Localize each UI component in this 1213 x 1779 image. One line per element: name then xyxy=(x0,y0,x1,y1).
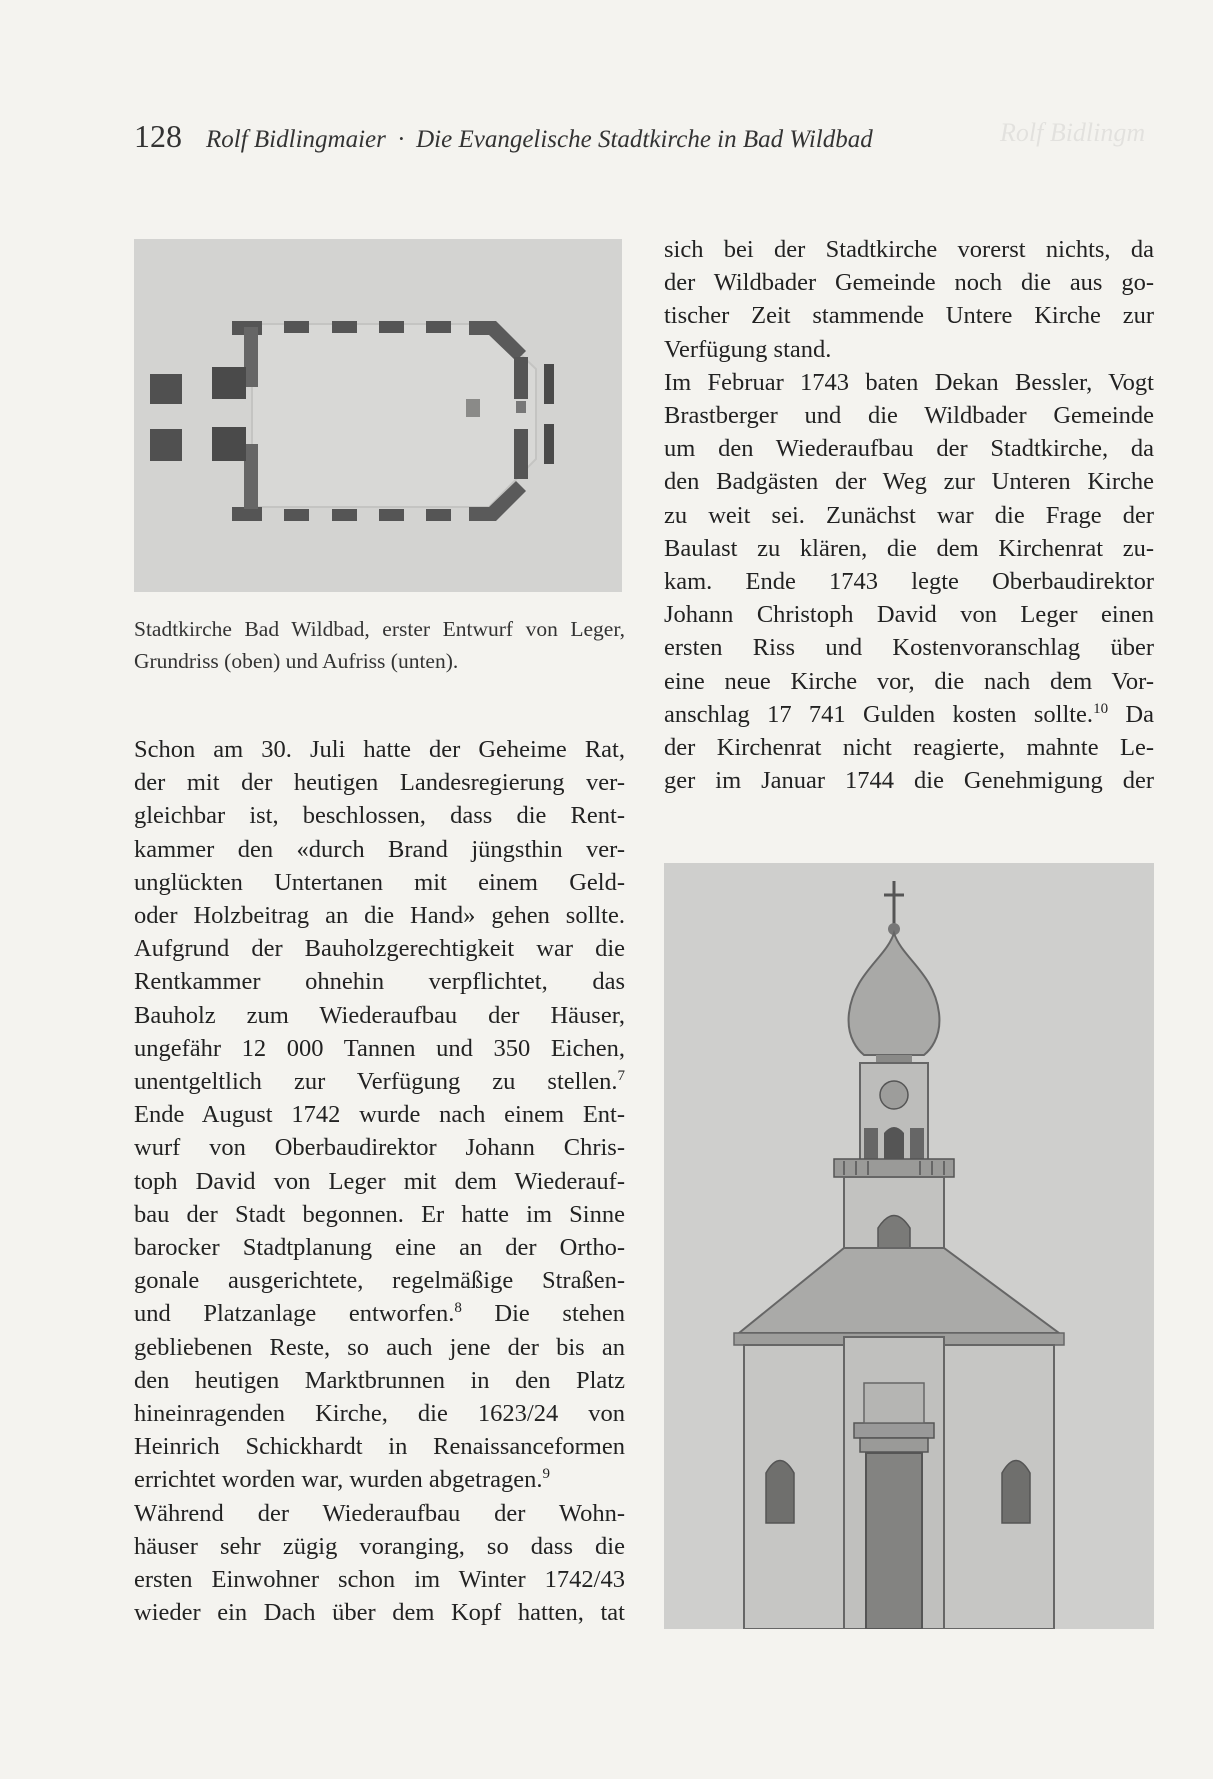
floor-plan-drawing xyxy=(134,239,622,592)
text-line: hineinragenden Kirche, die 1623/24 von xyxy=(134,1400,625,1428)
text-line: Heinrich Schickhardt in Renaissanceformen xyxy=(134,1433,625,1461)
page-number: 128 xyxy=(134,118,182,154)
text-line: tischer Zeit stammende Untere Kirche zur xyxy=(664,302,1154,330)
text-line: ersten Einwohner schon im Winter 1742/43 xyxy=(134,1566,625,1594)
text-line: barocker Stadtplanung eine an der Ortho- xyxy=(134,1234,625,1262)
text-line: Im Februar 1743 baten Dekan Bessler, Vogt xyxy=(664,368,1154,396)
text-line: den heutigen Marktbrunnen in den Platz xyxy=(134,1366,625,1394)
text-line: gebliebenen Reste, so auch jene der bis an xyxy=(134,1333,625,1361)
text-line: häuser sehr zügig voranging, so dass die xyxy=(134,1532,625,1560)
text-line: Rentkammer ohnehin verpflichtet, das xyxy=(134,968,625,996)
text-line: wieder ein Dach über dem Kopf hatten, tat xyxy=(134,1599,625,1627)
floor-plan-figure xyxy=(134,239,622,592)
church-elevation-drawing xyxy=(664,863,1154,1629)
text-line: Schon am 30. Juli hatte der Geheime Rat, xyxy=(134,736,625,763)
header-title: Die Evangelische Stadtkirche in Bad Wildbad xyxy=(416,126,873,153)
header-author: Rolf Bidlingmaier xyxy=(206,126,386,153)
footnote-8: 8 xyxy=(454,1300,462,1317)
text-line: eine neue Kirche vor, die nach dem Vor- xyxy=(664,667,1154,695)
text-line: sich bei der Stadtkirche vorerst nichts, da xyxy=(664,236,1154,263)
left-text-column xyxy=(134,733,625,1629)
text-segment: und Platzanlage entworfen. xyxy=(134,1300,455,1328)
text-line xyxy=(134,1065,625,1098)
text-line: Während der Wiederaufbau der Wohn- xyxy=(134,1499,625,1527)
text-line: Bauholz zum Wiederaufbau der Häuser, xyxy=(134,1001,625,1029)
text-line: wurf von Oberbaudirektor Johann Chris- xyxy=(134,1134,625,1162)
text-line: kammer den «durch Brand jüngsthin ver- xyxy=(134,835,625,863)
footnote-10: 10 xyxy=(1093,700,1109,717)
text-line: ger im Januar 1744 die Genehmigung der xyxy=(664,767,1154,795)
footnote-9: 9 xyxy=(542,1466,551,1483)
running-header xyxy=(134,118,873,155)
text-line: oder Holzbeitrag an die Hand» gehen sollte. xyxy=(134,902,625,930)
text-line: Verfügung stand. xyxy=(664,335,832,363)
text-line: Ende August 1742 wurde nach einem Ent- xyxy=(134,1101,625,1129)
text-line: zu weit sei. Zunächst war die Frage der xyxy=(664,501,1154,529)
church-elevation-figure xyxy=(664,863,1154,1629)
text-segment: errichtet worden war, wurden abgetragen. xyxy=(134,1466,543,1494)
text-line: der mit der heutigen Landesregierung ver- xyxy=(134,769,625,797)
text-line: Brastberger und die Wildbader Gemeinde xyxy=(664,402,1154,430)
text-line: der Kirchenrat nicht reagierte, mahnte Le- xyxy=(664,734,1154,762)
text-line: ersten Riss und Kostenvoranschlag über xyxy=(664,634,1154,662)
text-line xyxy=(134,1463,625,1496)
text-line xyxy=(134,1297,625,1330)
text-line: Johann Christoph David von Leger einen xyxy=(664,601,1154,629)
header-separator: · xyxy=(397,126,405,153)
text-segment: unentgeltlich zur Verfügung zu stellen. xyxy=(134,1068,618,1096)
footnote-7: 7 xyxy=(617,1067,625,1084)
text-line: ungefähr 12 000 Tannen und 350 Eichen, xyxy=(134,1034,625,1062)
text-line: um den Wiederaufbau der Stadtkirche, da xyxy=(664,435,1154,463)
text-line: Baulast zu klären, die dem Kirchenrat zu- xyxy=(664,534,1154,562)
text-line: unglückten Untertanen mit einem Geld- xyxy=(134,868,625,896)
text-line: bau der Stadt begonnen. Er hatte im Sinne xyxy=(134,1200,625,1228)
text-line: den Badgästen der Weg zur Unteren Kirche xyxy=(664,468,1154,496)
text-segment: anschlag 17 741 Gulden kosten sollte. xyxy=(664,700,1094,728)
text-segment: Die stehen xyxy=(461,1300,626,1328)
right-text-column xyxy=(664,233,1154,797)
text-line: toph David von Leger mit dem Wiederauf- xyxy=(134,1167,625,1195)
figure-caption: Stadtkirche Bad Wildbad, erster Entwurf von Leger, Grundriss (oben) und Aufriss (unten). xyxy=(134,617,625,673)
show-through-text: Rolf Bidlingm xyxy=(1000,118,1146,147)
text-line: der Wildbader Gemeinde noch die aus go- xyxy=(664,269,1154,297)
text-line: kam. Ende 1743 legte Oberbaudirektor xyxy=(664,568,1154,596)
text-segment: Da xyxy=(1108,700,1154,728)
text-line: gonale ausgerichtete, regelmäßige Straßen- xyxy=(134,1267,625,1295)
text-line xyxy=(664,698,1154,731)
text-line: gleichbar ist, beschlossen, dass die Rent- xyxy=(134,802,625,830)
text-line: Aufgrund der Bauholzgerechtigkeit war die xyxy=(134,935,625,963)
